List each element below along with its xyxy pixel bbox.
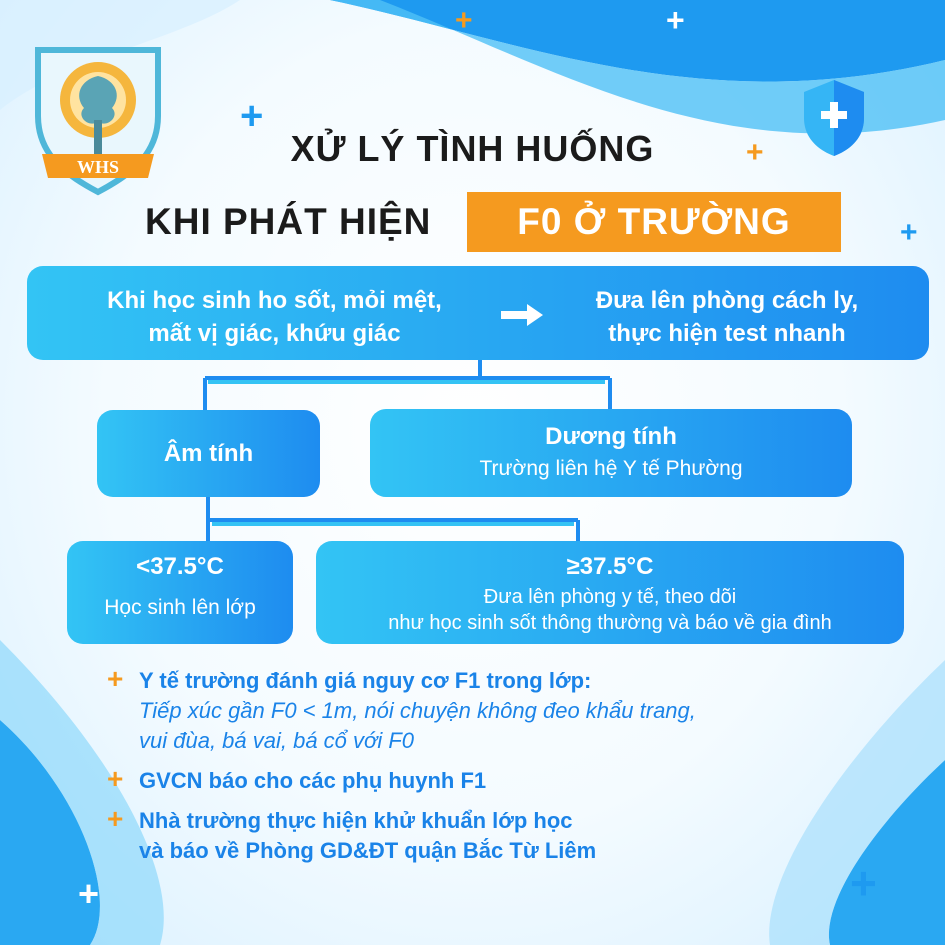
plus-bullet-icon: + <box>107 663 124 694</box>
condition-text: Khi học sinh ho sốt, mỏi mệt, mất vị giác, khứu giác <box>107 287 442 347</box>
temp-above-box <box>316 541 904 644</box>
temp-below-label: <37.5°C <box>136 553 224 580</box>
logo-text: WHS <box>76 157 120 177</box>
action-text: Đưa lên phòng cách ly, thực hiện test nhanh <box>595 287 859 347</box>
plus-icon: + <box>666 2 685 38</box>
temp-above-label: ≥37.5°C <box>566 553 654 580</box>
plus-icon: + <box>240 94 264 138</box>
temp-below-box <box>67 541 293 644</box>
plus-icon: + <box>455 4 473 37</box>
list-item: + GVCN báo cho các phụ huynh F1 <box>107 763 487 794</box>
plus-icon: + <box>746 136 764 169</box>
step-suspect-case <box>27 266 929 360</box>
plus-bullet-icon: + <box>107 803 124 834</box>
positive-label: Dương tính <box>545 423 677 450</box>
action-list <box>107 663 907 876</box>
plus-icon: + <box>900 216 918 249</box>
list-item: + Nhà trường thực hiện khử khuẩn lớp học và báo về Phòng GD&ĐT quận Bắc Từ Liêm <box>107 803 597 863</box>
arrow-right-icon <box>497 302 547 328</box>
temp-below-sub: Học sinh lên lớp <box>104 596 256 619</box>
title-highlight: F0 Ở TRƯỜNG <box>467 192 841 252</box>
list-item: + Y tế trường đánh giá nguy cơ F1 trong lớp: Tiếp xúc gần F0 < 1m, nói chuyện không đeo khẩu trang, vui đùa, bá vai, bá cổ với F0 <box>107 663 696 753</box>
result-positive <box>370 409 852 497</box>
title-line-2: KHI PHÁT HIỆN <box>145 201 432 242</box>
result-negative: Âm tính <box>97 410 320 497</box>
title-line-1: XỬ LÝ TÌNH HUỐNG <box>290 128 655 169</box>
temp-above-sub-1: Đưa lên phòng y tế, theo dõi <box>483 586 737 608</box>
plus-icon: + <box>850 857 877 909</box>
plus-bullet-icon: + <box>107 763 124 794</box>
positive-sub: Trường liên hệ Y tế Phường <box>479 457 743 480</box>
plus-icon: + <box>78 873 100 914</box>
temp-above-sub-2: như học sinh sốt thông thường và báo về gia đình <box>388 612 832 634</box>
